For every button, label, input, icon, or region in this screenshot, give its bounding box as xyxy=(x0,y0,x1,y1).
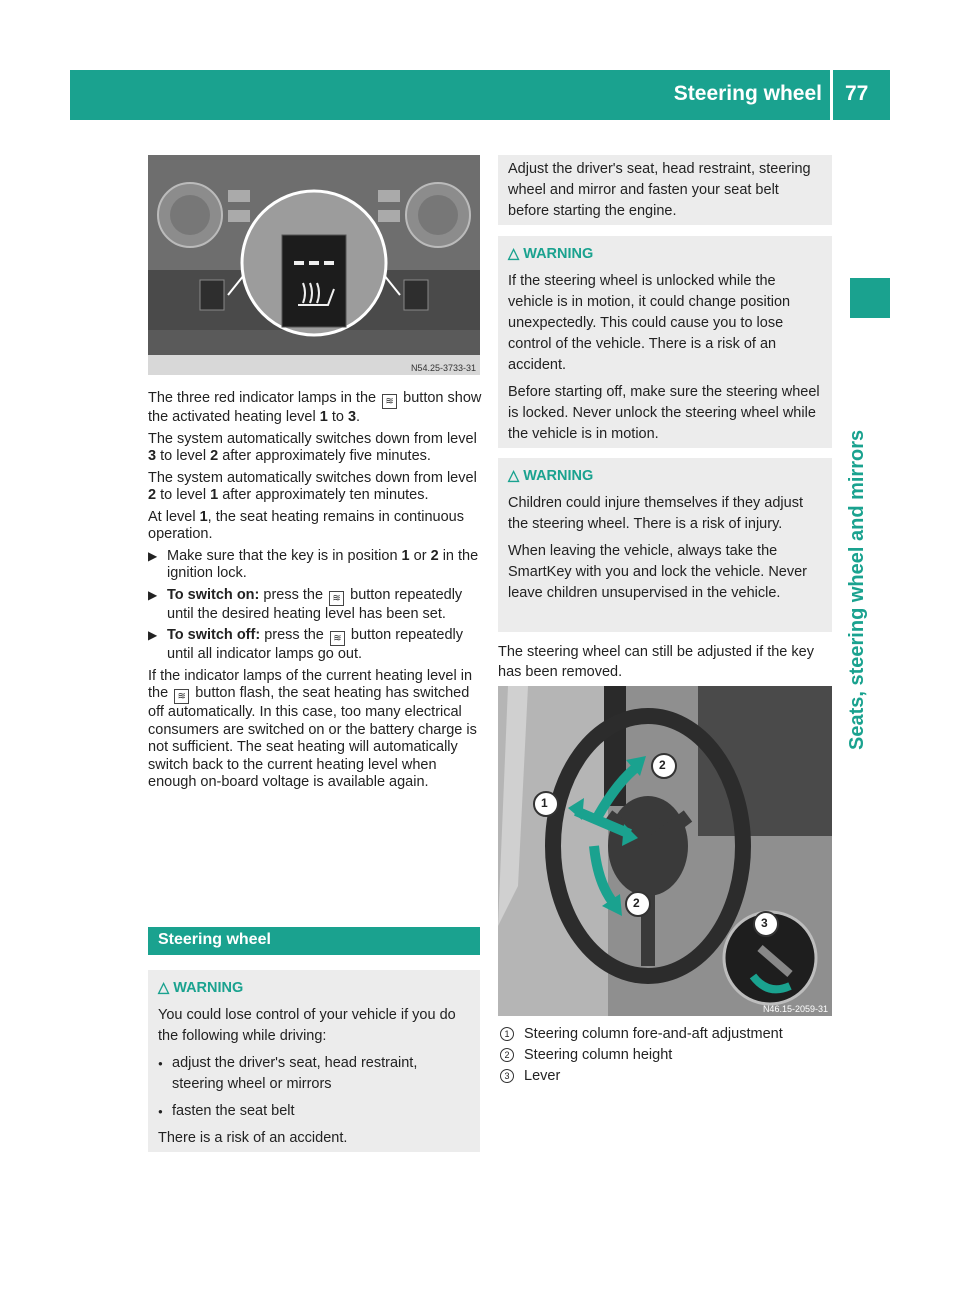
warning-box-children xyxy=(498,458,832,632)
warning-footer: There is a risk of an accident. xyxy=(158,1130,348,1146)
warning-text: If the steering wheel is unlocked while the vehicle is in motion, it could change position unexpectedly. This could cause you to lose control of the vehicle. There is a risk of an accident. xyxy=(508,273,791,373)
right-arrow-icon: ▶ xyxy=(148,548,158,563)
page-number: 77 xyxy=(845,82,869,105)
header-title: Steering wheel xyxy=(673,82,822,105)
paragraph-switch-down-1: The system automatically switches down from level 3 to level 2 after approximately five minutes. xyxy=(148,430,477,464)
paragraph-switch-down-2: The system automatically switches down from level 2 to level 1 after approximately ten minutes. xyxy=(148,469,477,503)
warning-heading: △ WARNING xyxy=(508,468,594,484)
climate-panel-illustration xyxy=(148,155,480,375)
steering-wheel-illustration xyxy=(498,686,832,1016)
paragraph-continuous: At level 1, the seat heating remains in continuous operation. xyxy=(148,508,464,542)
warning-text: Before starting off, make sure the steering wheel is locked. Never unlock the steering wheel while the vehicle is in motion. xyxy=(508,384,820,442)
warning-box-unlocked xyxy=(498,236,832,448)
callout-3: 3 xyxy=(761,916,768,930)
warning-heading: △ WARNING xyxy=(158,980,244,996)
instruction-switch-off: ▶ To switch off: press the ≋ button repeatedly until all indicator lamps go out. xyxy=(148,627,463,662)
legend-item: 2 Steering column height xyxy=(498,1045,832,1066)
callout-1: 1 xyxy=(541,796,548,810)
legend-item: 3 Lever xyxy=(498,1066,832,1087)
header-divider xyxy=(830,70,833,120)
instruction-key-position: ▶ Make sure that the key is in position 1 or 2 in the ignition lock. xyxy=(148,547,479,581)
info-box-adjust xyxy=(498,155,832,225)
warning-text: When leaving the vehicle, always take the SmartKey with you and lock the vehicle. Never leave children unsupervised in the vehicle. xyxy=(508,543,807,601)
warning-triangle-icon: △ xyxy=(158,980,170,996)
seat-heating-icon: ≋ xyxy=(382,394,397,409)
figure2-code: N46.15-2059-31 xyxy=(762,1004,828,1014)
warning-list-item: ● fasten the seat belt xyxy=(158,1101,470,1122)
right-arrow-icon: ▶ xyxy=(148,587,158,602)
warning-text: You could lose control of your vehicle if you do the following while driving: xyxy=(158,1007,456,1044)
warning-text: Children could injure themselves if they adjust the steering wheel. There is a risk of injury. xyxy=(508,495,803,532)
instruction-switch-on: ▶ To switch on: press the ≋ button repeatedly until the desired heating level has been set. xyxy=(148,586,463,622)
figure-steering-wheel xyxy=(498,686,832,1016)
seat-heating-icon: ≋ xyxy=(174,689,189,704)
figure-legend xyxy=(498,1024,832,1087)
paragraph-indicator-flash: If the indicator lamps of the current heating level in the ≋ button flash, the seat heating has switched off automatically. In this case, too many electrical consumers are switched on or the battery charge is not sufficient. The seat heating will automatically switch back to the current heating level when enough on-board voltage is available again. xyxy=(148,667,477,790)
callout-2-bottom: 2 xyxy=(633,896,640,910)
warning-heading: △ WARNING xyxy=(508,246,594,262)
warning-box-driving xyxy=(148,970,480,1152)
seat-heating-icon: ≋ xyxy=(329,591,344,606)
seat-heating-icon: ≋ xyxy=(330,631,345,646)
warning-triangle-icon: △ xyxy=(508,246,520,262)
figure1-code: N54.25-3733-31 xyxy=(410,363,476,373)
warning-list-item: ● adjust the driver's seat, head restraint, steering wheel or mirrors xyxy=(158,1053,470,1095)
paragraph-key-removed: The steering wheel can still be adjusted if the key has been removed. xyxy=(498,644,814,680)
figure-climate-panel xyxy=(148,155,480,375)
warning-triangle-icon: △ xyxy=(508,468,520,484)
side-tab-label: Seats, steering wheel and mirrors xyxy=(846,429,868,750)
paragraph-indicator-lamps: The three red indicator lamps in the ≋ button show the activated heating level 1 to 3. xyxy=(148,390,482,425)
info-text: Adjust the driver's seat, head restraint, steering wheel and mirror and fasten your seat belt before starting the engine. xyxy=(508,161,811,219)
legend-item: 1 Steering column fore-and-aft adjustment xyxy=(498,1024,832,1045)
right-arrow-icon: ▶ xyxy=(148,628,158,642)
side-tab-block xyxy=(850,278,890,318)
left-column xyxy=(148,390,482,796)
section-heading: Steering wheel xyxy=(158,931,271,948)
callout-2-top: 2 xyxy=(659,758,666,772)
